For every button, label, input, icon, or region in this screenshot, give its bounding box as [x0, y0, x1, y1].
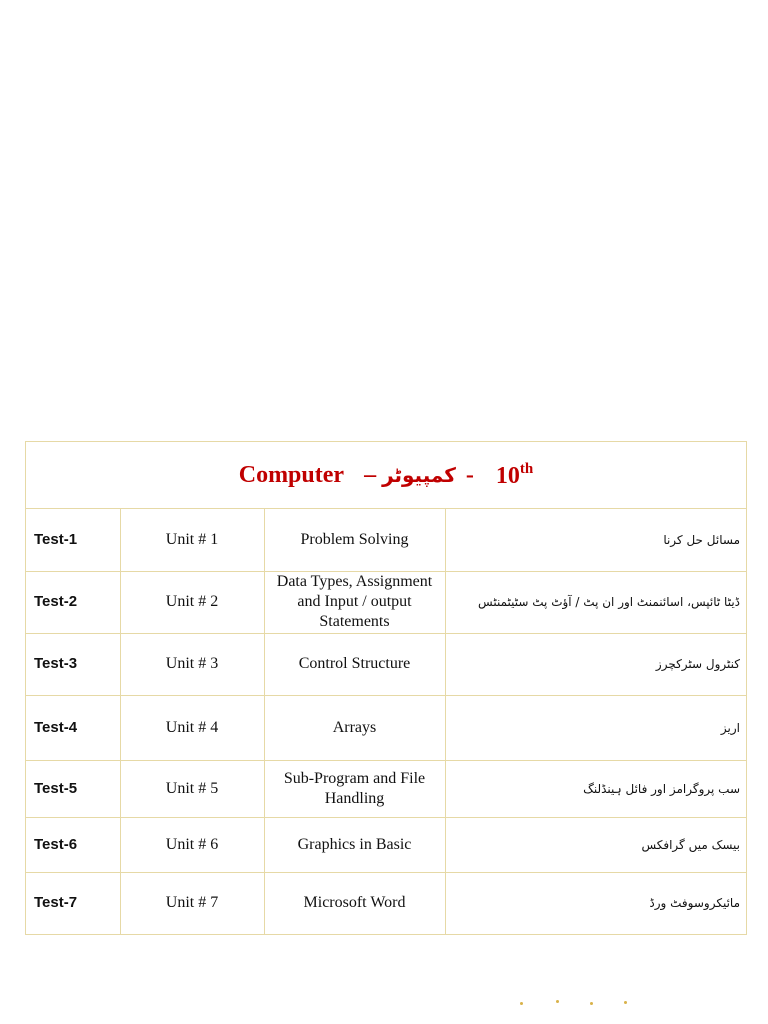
test-label: Test-5 [26, 760, 120, 817]
title-grade [496, 461, 533, 490]
title-urdu: کمپیوٹر [382, 463, 456, 487]
unit-label: Unit # 5 [120, 760, 264, 817]
test-label: Test-1 [26, 509, 120, 571]
table-row [26, 633, 746, 695]
table-row [26, 760, 746, 817]
unit-label: Unit # 1 [120, 509, 264, 571]
table-row [26, 872, 746, 934]
table-row [26, 817, 746, 872]
topic-english: Data Types, Assignment and Input / output Statements [264, 571, 445, 633]
table-row [26, 695, 746, 760]
topic-urdu: اریز [445, 695, 746, 760]
test-label: Test-4 [26, 695, 120, 760]
test-schedule-table [25, 441, 747, 935]
unit-label: Unit # 2 [120, 571, 264, 633]
table-row [26, 509, 746, 571]
topic-urdu: مسائل حل کرنا [445, 509, 746, 571]
test-label: Test-3 [26, 633, 120, 695]
title-english: Computer [238, 461, 345, 488]
topic-urdu: ڈیٹا ٹائپس، اسائنمنٹ اور ان پٹ / آؤٹ پٹ سٹیٹمنٹس [445, 571, 746, 633]
grade-suffix: th [519, 460, 534, 477]
topic-urdu: سب پروگرامز اور فائل ہینڈلنگ [445, 760, 746, 817]
topic-urdu: کنٹرول سٹرکچرز [445, 633, 746, 695]
test-label: Test-6 [26, 817, 120, 872]
topic-urdu: بیسک میں گرافکس [445, 817, 746, 872]
title-separator: - [465, 461, 474, 488]
topic-english: Sub-Program and File Handling [264, 760, 445, 817]
unit-label: Unit # 6 [120, 817, 264, 872]
topic-english: Microsoft Word [264, 872, 445, 934]
test-label: Test-2 [26, 571, 120, 633]
unit-label: Unit # 7 [120, 872, 264, 934]
topic-english: Control Structure [264, 633, 445, 695]
unit-label: Unit # 3 [120, 633, 264, 695]
unit-label: Unit # 4 [120, 695, 264, 760]
dot [556, 1000, 559, 1003]
decorative-dots [520, 1000, 640, 1008]
topic-urdu: مائیکروسوفٹ ورڈ [649, 896, 740, 911]
title-dash: – [364, 461, 377, 488]
dot [590, 1002, 593, 1005]
table-row [26, 571, 746, 633]
dot [624, 1001, 627, 1004]
grade-number: 10 [495, 462, 520, 489]
topic-english: Problem Solving [264, 509, 445, 571]
table-title [26, 442, 746, 509]
test-label: Test-7 [26, 872, 120, 934]
dot [520, 1002, 523, 1005]
schedule-rows [26, 509, 746, 934]
topic-english: Graphics in Basic [264, 817, 445, 872]
topic-english: Arrays [264, 695, 445, 760]
